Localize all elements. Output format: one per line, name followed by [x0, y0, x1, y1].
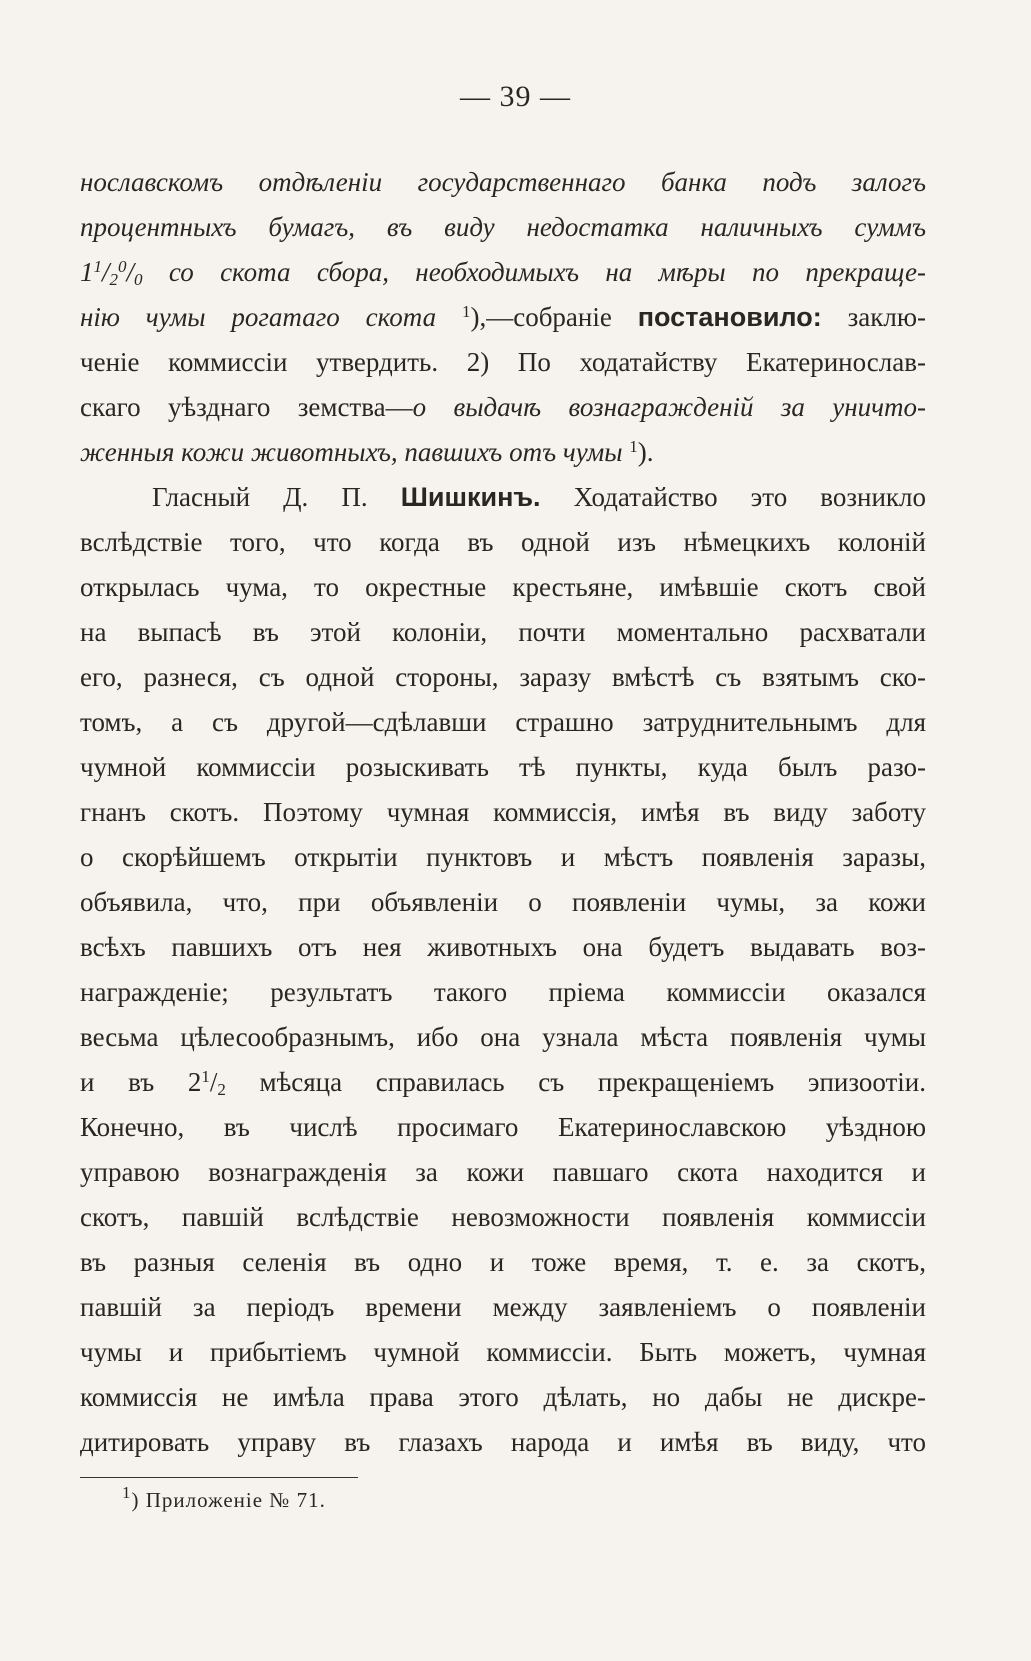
text-line: его, разнеся, съ одной стороны, заразу вмѣстѣ съ взятымъ ско- — [80, 662, 926, 692]
fraction-denominator: 2 — [217, 1080, 226, 1099]
text-line: открылась чума, то окрестные крестьяне, имѣвшіе скотъ свой — [80, 572, 926, 602]
footnote-divider — [80, 1477, 358, 1478]
text-line: Конечно, въ числѣ просимаго Екатеринославскою уѣздною — [80, 1112, 926, 1142]
fraction-slash: / — [102, 257, 110, 287]
text-segment: нію чумы рогатаго скота — [80, 302, 462, 332]
text-segment: Гласный Д. П. — [152, 482, 401, 512]
text-segment: Ходатайство это возникло — [540, 482, 926, 512]
text-segment: ). — [637, 437, 654, 467]
text-segment: и въ 2 — [80, 1067, 202, 1097]
fraction-slash: / — [209, 1067, 218, 1097]
text-line: награжденіе; результатъ такого пріема коммиссіи оказался — [80, 977, 926, 1007]
text-line: въ разныя селенія въ одно и тоже время, т. е. за скотъ, — [80, 1247, 926, 1277]
text-line: объявила, что, при объявленіи о появленіи чумы, за кожи — [80, 887, 926, 917]
footnote-text: ) Приложеніе № 71. — [131, 1488, 326, 1512]
text-line: ченіе коммиссіи утвердить. 2) По ходатайству Екатеринослав- — [80, 347, 926, 377]
text-segment: заклю- — [821, 302, 926, 332]
text-segment: мѣсяца справилась съ прекращеніемъ эпизоотіи. — [225, 1067, 926, 1097]
text-segment: ),—собраніе — [470, 302, 638, 332]
fraction-whole: 1 — [80, 257, 94, 287]
percent-bottom: 0 — [134, 270, 143, 289]
text-segment: со скота сбора, необходимыхъ на мѣры по прекраще- — [142, 257, 926, 287]
text-line: вслѣдствіе того, что когда въ одной изъ нѣмецкихъ колоній — [80, 527, 926, 557]
fraction-numerator: 1 — [93, 257, 102, 276]
text-line — [80, 1060, 926, 1105]
text-line: нославскомъ отдѣленіи государственнаго банка подъ залогъ — [80, 167, 926, 197]
footnote-ref: 1 — [629, 437, 638, 456]
text-line: процентныхъ бумагъ, въ виду недостатка наличныхъ суммъ — [80, 212, 926, 242]
fraction-denominator: 2 — [109, 270, 119, 289]
text-line — [80, 475, 926, 520]
text-segment: скаго уѣзднаго земства— — [80, 392, 413, 422]
text-line: дитировать управу въ глазахъ народа и имѣя въ виду, что — [80, 1427, 926, 1457]
text-line — [80, 430, 926, 475]
text-line — [80, 385, 926, 430]
speaker-name: Шишкинъ. — [400, 482, 541, 512]
text-line: томъ, а съ другой—сдѣлавши страшно затруднительнымъ для — [80, 707, 926, 737]
text-line: чумы и прибытіемъ чумной коммиссіи. Быть можетъ, чумная — [80, 1337, 926, 1367]
text-line: о скорѣйшемъ открытіи пунктовъ и мѣстъ появленія заразы, — [80, 842, 926, 872]
footnote-mark: 1 — [122, 1483, 132, 1502]
body-text — [80, 160, 926, 1465]
text-line: скотъ, павшій вслѣдствіе невозможности появленія коммиссіи — [80, 1202, 926, 1232]
footnote-ref: 1 — [461, 302, 471, 321]
fraction-numerator: 1 — [201, 1067, 210, 1086]
text-line: гнанъ скотъ. Поэтому чумная коммиссія, имѣя въ виду заботу — [80, 797, 926, 827]
text-line: на выпасѣ въ этой колоніи, почти моментально расхватали — [80, 617, 926, 647]
percent-slash: / — [126, 257, 135, 287]
footnote — [122, 1483, 326, 1513]
text-line: управою вознагражденія за кожи павшаго скота находится и — [80, 1157, 926, 1187]
percent-top: 0 — [118, 257, 127, 276]
text-line: весьма цѣлесообразнымъ, ибо она узнала мѣста появленія чумы — [80, 1022, 926, 1052]
text-line — [80, 295, 926, 340]
text-line — [80, 250, 926, 295]
text-line: павшій за періодъ времени между заявленіемъ о появленіи — [80, 1292, 926, 1322]
text-line: коммиссія не имѣла права этого дѣлать, но дабы не дискре- — [80, 1382, 926, 1412]
text-segment: о выдачѣ вознагражденій за уничто- — [412, 392, 926, 422]
text-segment: женныя кожи животныхъ, павшихъ отъ чумы — [80, 437, 630, 467]
resolution-word: постановило: — [637, 302, 822, 332]
text-line: чумной коммиссіи розыскивать тѣ пункты, куда былъ разо- — [80, 752, 926, 782]
text-line: всѣхъ павшихъ отъ нея животныхъ она будетъ выдавать воз- — [80, 932, 926, 962]
page-number: — 39 — — [460, 80, 571, 113]
